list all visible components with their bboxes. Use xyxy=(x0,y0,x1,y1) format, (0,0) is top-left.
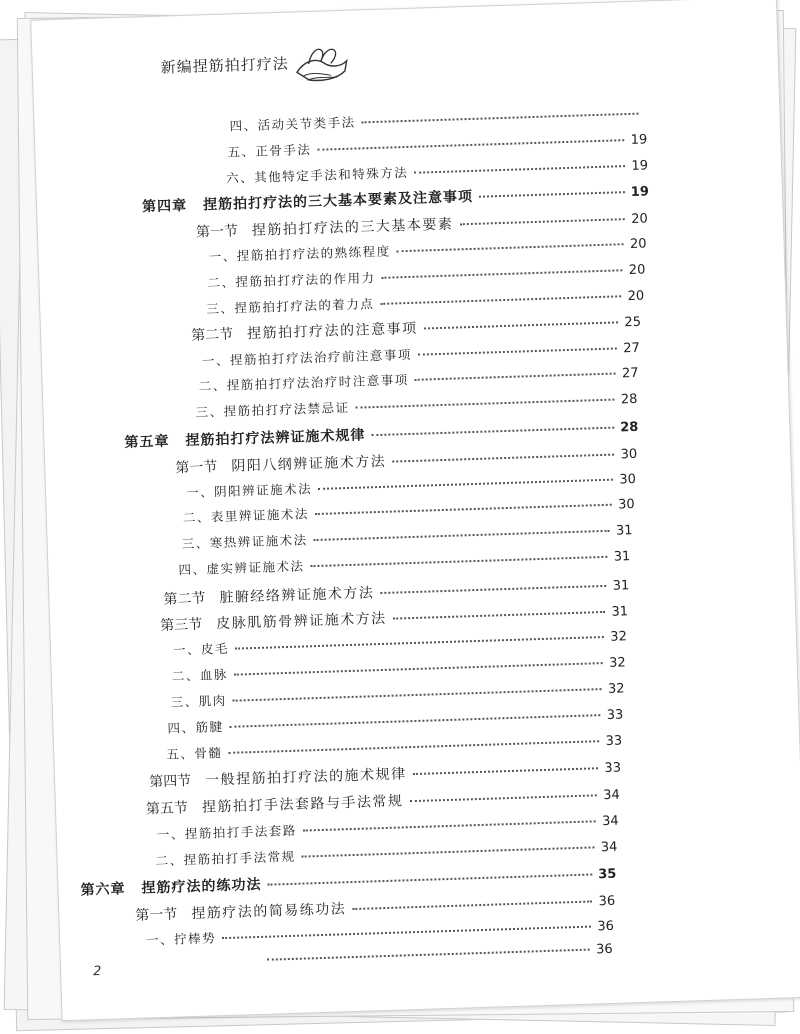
dot-leader xyxy=(479,191,625,198)
toc-entry-title: 脏腑经络辨证施术方法 xyxy=(219,585,375,607)
dot-leader xyxy=(459,218,625,225)
dot-leader xyxy=(418,347,617,355)
toc-entry-page-number: 34 xyxy=(601,813,619,830)
dot-leader xyxy=(393,611,606,620)
toc-page xyxy=(30,0,800,1021)
toc-entry-title: 捏筋拍打手法套路与手法常规 xyxy=(201,793,404,816)
toc-entry-item xyxy=(195,389,637,421)
toc-entry-page-number: 34 xyxy=(603,787,621,804)
dot-leader xyxy=(380,585,606,594)
dot-leader xyxy=(317,139,624,151)
dot-leader xyxy=(424,321,619,329)
toc-entry-title: 捏筋拍打疗法的注意事项 xyxy=(246,320,418,343)
toc-entry-label: 第四章 xyxy=(141,197,188,216)
toc-entry-item xyxy=(178,546,630,578)
dot-leader xyxy=(362,113,639,124)
toc-entry-page-number: 30 xyxy=(620,446,638,463)
toc-entry-title: 一、捏筋拍打疗法治疗前注意事项 xyxy=(201,346,413,369)
toc-entry-page-number: 36 xyxy=(598,893,616,910)
toc-entry-label: 第五章 xyxy=(124,433,170,451)
toc-entry-title: 二、表里辨证施术法 xyxy=(182,506,310,526)
dot-leader xyxy=(380,295,621,305)
dot-leader xyxy=(267,949,590,961)
toc-entry-title: 捏筋拍打疗法辨证施术规律 xyxy=(185,427,366,450)
toc-entry-title: 一、阴阳辨证施术法 xyxy=(185,481,313,501)
toc-entry-page-number: 28 xyxy=(620,391,638,408)
toc-entry-page-number: 32 xyxy=(610,629,628,645)
toc-entry-page-number: 32 xyxy=(608,655,626,671)
toc-entry-label: 第一节 xyxy=(135,906,178,924)
toc-entry-title: 一、捏筋拍打手法套路 xyxy=(156,822,298,843)
toc-entry-title: 二、捏筋拍打手法常规 xyxy=(155,848,296,869)
dot-leader xyxy=(229,714,600,728)
toc-entry-page-number: 30 xyxy=(619,471,637,488)
dot-leader xyxy=(415,373,616,381)
dot-leader xyxy=(310,556,607,567)
toc-entry-label: 第二节 xyxy=(190,326,234,344)
toc-entry-label: 第三节 xyxy=(160,616,203,634)
toc-entry-title: 四、虚实辨证施术法 xyxy=(178,558,305,578)
toc-entry-title: 捏筋拍打疗法的三大基本要素 xyxy=(251,216,454,239)
toc-entry-title: 三、捏筋拍打疗法的着力点 xyxy=(206,296,375,317)
dot-leader xyxy=(222,926,591,940)
toc-entry-title: 六、其他特定手法和特殊方法 xyxy=(226,164,409,186)
toc-entry-title: 一般捏筋拍打疗法的施术规律 xyxy=(204,766,407,789)
toc-entry-page-number: 19 xyxy=(631,158,649,174)
toc-entry-title: 五、骨髓 xyxy=(166,745,223,762)
dot-leader xyxy=(352,901,592,911)
toc-entry-page-number: 31 xyxy=(612,578,630,594)
toc-entry-label: 第一节 xyxy=(195,223,239,241)
toc-entry-page-number: 20 xyxy=(630,211,648,227)
dot-leader xyxy=(302,846,595,857)
toc-entry-title: 捏筋疗法的简易练功法 xyxy=(191,901,347,923)
toc-entry-page-number: 20 xyxy=(629,236,647,252)
toc-entry-page-number: 27 xyxy=(621,365,639,382)
toc-entry-title: 五、正骨手法 xyxy=(227,141,312,160)
toc-entry-page-number: 32 xyxy=(607,681,625,697)
toc-entry-page-number: 27 xyxy=(623,340,641,357)
dot-leader xyxy=(392,454,614,463)
toc-entry-item xyxy=(207,260,645,292)
dot-leader xyxy=(267,874,592,886)
dot-leader xyxy=(315,504,612,515)
toc-entry-title: 四、筋腱 xyxy=(167,719,224,736)
dot-leader xyxy=(397,243,624,252)
dot-leader xyxy=(356,399,615,409)
toc-entry-title: 四、活动关节类手法 xyxy=(229,114,356,134)
running-header: 新编捏筋拍打疗法 xyxy=(160,54,289,77)
toc-entry-page-number: 19 xyxy=(630,184,650,200)
toc-entry-page-number: 31 xyxy=(615,523,633,539)
toc-entry-page-number: 30 xyxy=(617,496,635,513)
toc-entry-title: 捏筋疗法的练功法 xyxy=(141,876,262,897)
toc-entry-item xyxy=(198,363,638,395)
toc-entry-title: 阴阳八纲辨证施术方法 xyxy=(231,453,387,475)
toc-entry-title: 皮脉肌筋骨辨证施术方法 xyxy=(216,610,387,633)
toc-entry-page-number: 36 xyxy=(597,918,615,935)
dot-leader xyxy=(233,688,602,702)
toc-entry-title: 三、肌肉 xyxy=(170,692,227,710)
dot-leader xyxy=(303,820,596,831)
toc-entry-title: 二、捏筋拍打疗法的作用力 xyxy=(207,270,376,291)
toc-entry-title: 二、捏筋拍打疗法治疗时注意事项 xyxy=(198,372,409,394)
toc-entry-page-number: 31 xyxy=(613,549,631,565)
toc-entry-page-number: 20 xyxy=(628,262,646,279)
toc-entry-title: 一、捏筋拍打疗法的熟练程度 xyxy=(208,243,391,265)
toc-entry-item xyxy=(229,103,644,134)
dot-leader xyxy=(381,269,622,279)
toc-entry-item xyxy=(261,942,613,968)
toc-entry-item xyxy=(227,129,647,160)
toc-entry-label: 第一节 xyxy=(175,459,218,477)
dot-leader xyxy=(371,427,614,437)
toc-entry-page-number: 34 xyxy=(600,839,618,856)
toc-entry-label: 第四节 xyxy=(148,773,192,791)
toc-entry-page-number: 36 xyxy=(595,941,613,958)
dot-leader xyxy=(234,662,603,676)
toc-entry-title: 一、拧棒势 xyxy=(145,930,217,948)
toc-entry-title: 三、捏筋拍打疗法禁忌证 xyxy=(195,399,350,420)
toc-entry-label: 第六章 xyxy=(80,881,126,899)
dot-leader xyxy=(235,636,604,650)
dot-leader xyxy=(318,479,613,490)
toc-entry-page-number: 28 xyxy=(619,419,639,436)
toc-entry-page-number: 25 xyxy=(624,314,642,331)
toc-entry-label: 第五节 xyxy=(145,800,189,818)
page-number: 2 xyxy=(92,963,102,980)
dot-leader xyxy=(228,740,599,754)
hands-illustration-icon xyxy=(290,41,351,87)
toc-entry-page-number: 20 xyxy=(627,288,645,305)
toc-entry-title: 捏筋拍打疗法的三大基本要素及注意事项 xyxy=(202,188,474,214)
toc-entry-title: 一、皮毛 xyxy=(172,640,230,658)
toc-entry-page-number: 31 xyxy=(611,604,629,620)
toc-entry-title: 二、血脉 xyxy=(171,666,229,684)
toc-entry-page-number: 33 xyxy=(606,707,624,723)
toc-entry-page-number: 19 xyxy=(630,132,648,148)
toc-entry-title: 三、寒热辨证施术法 xyxy=(181,532,308,552)
dot-leader xyxy=(409,794,597,802)
toc-entry-page-number: 33 xyxy=(605,733,623,750)
toc-entry-page-number: 33 xyxy=(604,760,622,777)
toc-entry-label: 第二节 xyxy=(163,590,206,608)
dot-leader xyxy=(413,767,599,775)
dot-leader xyxy=(314,530,610,541)
dot-leader xyxy=(414,165,625,174)
toc-entry-page-number: 35 xyxy=(597,866,617,883)
